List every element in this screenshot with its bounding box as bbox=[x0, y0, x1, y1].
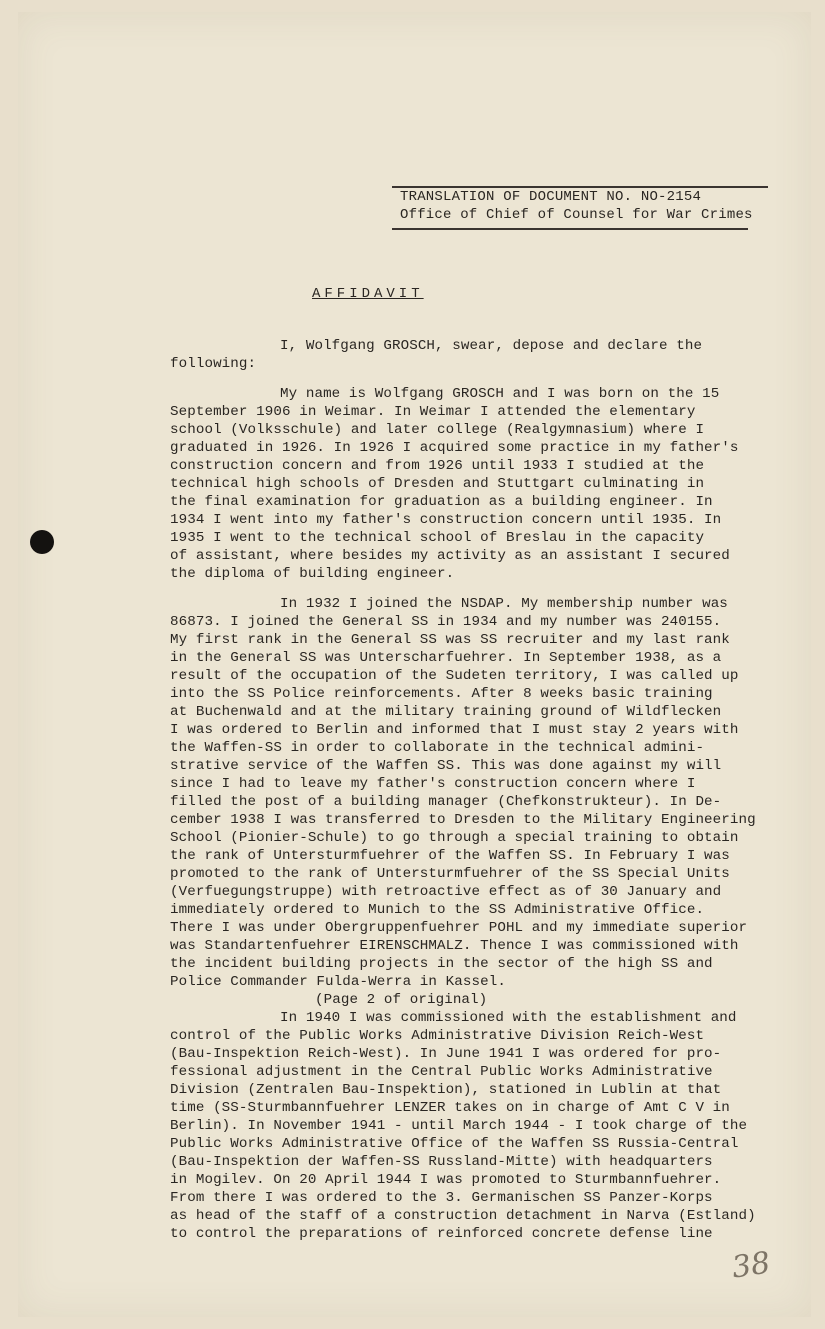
text-line: the incident building projects in the sector of the high SS and bbox=[170, 956, 713, 972]
header-rule-bottom bbox=[392, 228, 748, 230]
text-line: In 1940 I was commissioned with the establishment and bbox=[280, 1010, 737, 1026]
text-line: of assistant, where besides my activity as an assistant I secured bbox=[170, 548, 730, 564]
text-line: promoted to the rank of Untersturmfuehrer of the SS Special Units bbox=[170, 866, 730, 882]
text-line: 86873. I joined the General SS in 1934 and my number was 240155. bbox=[170, 614, 722, 630]
text-line: strative service of the Waffen SS. This was done against my will bbox=[170, 758, 722, 774]
punch-hole bbox=[30, 530, 54, 554]
text-line: the rank of Untersturmfuehrer of the Waffen SS. In February I was bbox=[170, 848, 730, 864]
text-line: technical high schools of Dresden and Stuttgart culminating in bbox=[170, 476, 705, 492]
text-line: There I was under Obergruppenfuehrer POHL and my immediate superior bbox=[170, 920, 748, 936]
text-line: Division (Zentralen Bau-Inspektion), stationed in Lublin at that bbox=[170, 1082, 722, 1098]
text-line: construction concern and from 1926 until 1933 I studied at the bbox=[170, 458, 705, 474]
text-line: (Bau-Inspektion Reich-West). In June 1941 I was ordered for pro- bbox=[170, 1046, 722, 1062]
text-line: My first rank in the General SS was SS recruiter and my last rank bbox=[170, 632, 730, 648]
text-line: at Buchenwald and at the military training ground of Wildflecken bbox=[170, 704, 722, 720]
text-line: Berlin). In November 1941 - until March 1944 - I took charge of the bbox=[170, 1118, 748, 1134]
text-line: result of the occupation of the Sudeten territory, I was called up bbox=[170, 668, 739, 684]
text-line: filled the post of a building manager (Chefkonstrukteur). In De- bbox=[170, 794, 722, 810]
text-line: to control the preparations of reinforced concrete defense line bbox=[170, 1226, 713, 1242]
text-line: School (Pionier-Schule) to go through a special training to obtain bbox=[170, 830, 739, 846]
text-line: cember 1938 I was transferred to Dresden to the Military Engineering bbox=[170, 812, 756, 828]
text-line: control of the Public Works Administrative Division Reich-West bbox=[170, 1028, 705, 1044]
text-line: graduated in 1926. In 1926 I acquired some practice in my father's bbox=[170, 440, 739, 456]
text-line: I, Wolfgang GROSCH, swear, depose and declare the bbox=[280, 338, 703, 354]
text-line: in Mogilev. On 20 April 1944 I was promoted to Sturmbannfuehrer. bbox=[170, 1172, 722, 1188]
translation-header bbox=[392, 186, 768, 230]
text-line: In 1932 I joined the NSDAP. My membership number was bbox=[280, 596, 728, 612]
text-line: since I had to leave my father's construction concern where I bbox=[170, 776, 696, 792]
text-line: Public Works Administrative Office of the Waffen SS Russia-Central bbox=[170, 1136, 739, 1152]
text-line: (Verfuegungstruppe) with retroactive effect as of 30 January and bbox=[170, 884, 722, 900]
text-line: From there I was ordered to the 3. Germanischen SS Panzer-Korps bbox=[170, 1190, 713, 1206]
text-line: in the General SS was Unterscharfuehrer. In September 1938, as a bbox=[170, 650, 722, 666]
text-line: following: bbox=[170, 356, 257, 372]
text-line: the final examination for graduation as a building engineer. In bbox=[170, 494, 713, 510]
text-line: immediately ordered to Munich to the SS Administrative Office. bbox=[170, 902, 705, 918]
text-line: (Page 2 of original) bbox=[315, 992, 488, 1008]
text-line: as head of the staff of a construction detachment in Narva (Estland) bbox=[170, 1208, 756, 1224]
text-line: I was ordered to Berlin and informed that I must stay 2 years with bbox=[170, 722, 739, 738]
text-line: school (Volksschule) and later college (Realgymnasium) where I bbox=[170, 422, 705, 438]
handwritten-page-mark: 38 bbox=[729, 1245, 773, 1286]
text-line: 1935 I went to the technical school of Breslau in the capacity bbox=[170, 530, 705, 546]
text-line: fessional adjustment in the Central Public Works Administrative bbox=[170, 1064, 713, 1080]
text-line: September 1906 in Weimar. In Weimar I attended the elementary bbox=[170, 404, 696, 420]
text-line: (Bau-Inspektion der Waffen-SS Russland-Mitte) with headquarters bbox=[170, 1154, 713, 1170]
text-line: Police Commander Fulda-Werra in Kassel. bbox=[170, 974, 506, 990]
header-line-2: Office of Chief of Counsel for War Crimes bbox=[400, 207, 753, 223]
text-line: My name is Wolfgang GROSCH and I was born on the 15 bbox=[280, 386, 720, 402]
text-line: the Waffen-SS in order to collaborate in the technical admini- bbox=[170, 740, 705, 756]
header-line-1: TRANSLATION OF DOCUMENT NO. NO-2154 bbox=[400, 189, 702, 205]
text-line: into the SS Police reinforcements. After 8 weeks basic training bbox=[170, 686, 713, 702]
text-line: time (SS-Sturmbannfuehrer LENZER takes on in charge of Amt C V in bbox=[170, 1100, 730, 1116]
text-line: 1934 I went into my father's construction concern until 1935. In bbox=[170, 512, 722, 528]
document-title: AFFIDAVIT bbox=[312, 286, 424, 302]
text-line: was Standartenfuehrer EIRENSCHMALZ. Thence I was commissioned with bbox=[170, 938, 739, 954]
text-line: the diploma of building engineer. bbox=[170, 566, 455, 582]
